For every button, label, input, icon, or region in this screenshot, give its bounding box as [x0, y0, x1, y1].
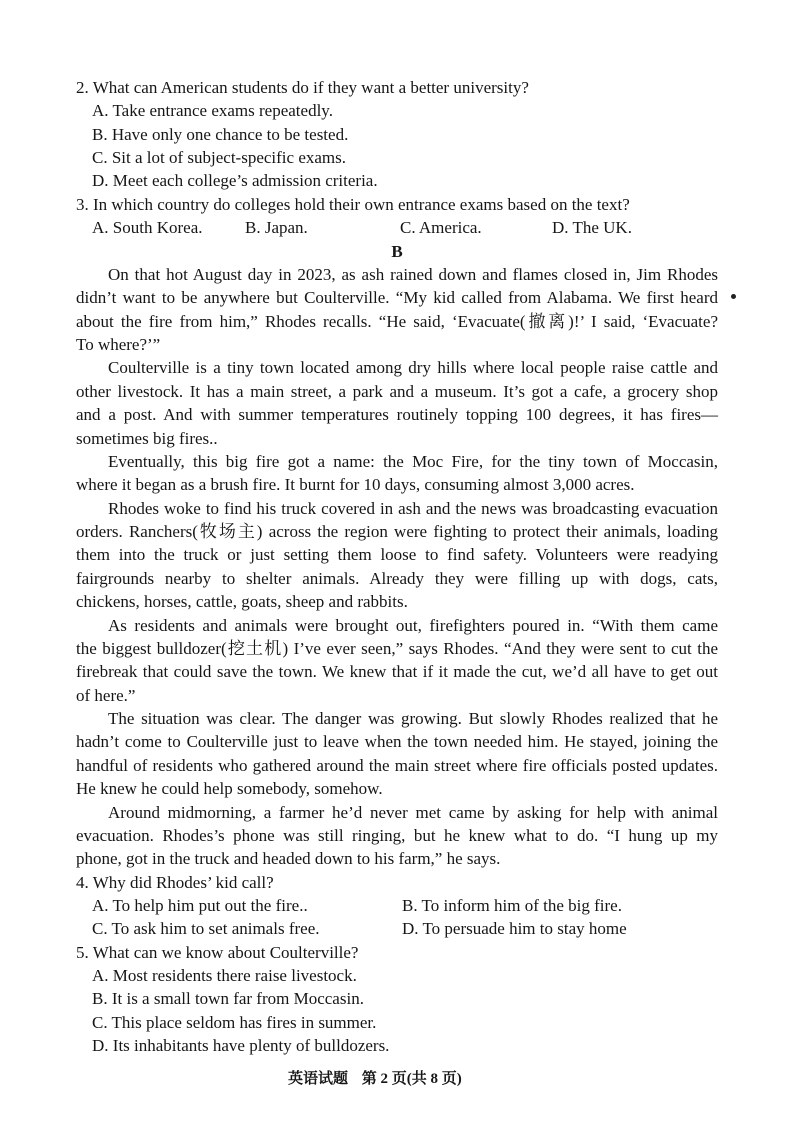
passage-heading: B — [391, 241, 403, 261]
option-a: A. Take entrance exams repeatedly. — [92, 101, 333, 121]
paragraph-line: He knew he could help somebody, somehow. — [76, 779, 383, 799]
paragraph-line: orders. Ranchers(牧场主) across the region were fighting to protect their animals, loading — [76, 522, 718, 541]
margin-dot — [731, 294, 736, 299]
paragraph-line: Around midmorning, a farmer he’d never met came by asking for help with animal — [108, 802, 718, 822]
option-b: B. It is a small town far from Moccasin. — [92, 989, 364, 1009]
page-content — [76, 76, 718, 1058]
paragraph-line: evacuation. Rhodes’s phone was still ringing, but he knew what to do. “I hung up my — [76, 825, 718, 845]
paragraph — [76, 801, 718, 871]
paragraph — [76, 356, 718, 450]
page-footer — [288, 1067, 462, 1088]
paragraph-line: sometimes big fires.. — [76, 428, 218, 448]
paragraph-line: fairgrounds nearby to shelter animals. Already they were filling up with dogs, cats, — [76, 568, 718, 588]
paragraph — [76, 707, 718, 801]
paragraph-line: other livestock. It has a main street, a park and a museum. It’s got a cafe, a grocery shop — [76, 381, 718, 401]
paragraph — [76, 614, 718, 708]
question-stem: 2. What can American students do if they want a better university? — [76, 78, 529, 97]
question-stem: 5. What can we know about Coulterville? — [76, 942, 359, 962]
option-c: C. This place seldom has fires in summer. — [92, 1012, 377, 1032]
option-a: A. South Korea. — [92, 218, 203, 238]
option-d: D. Meet each college’s admission criteria. — [92, 171, 378, 191]
footer-subject: 英语试题 — [288, 1071, 349, 1087]
option-c: C. Sit a lot of subject-specific exams. — [92, 148, 346, 168]
paragraph-line: Rhodes woke to find his truck covered in ash and the news was broadcasting evacuation — [108, 498, 718, 518]
options-row — [76, 894, 718, 917]
paragraph-line: the biggest bulldozer(挖土机) I’ve ever seen,” says Rhodes. “And they were sent to cut the — [76, 638, 718, 658]
paragraph-line: of here.” — [76, 685, 136, 705]
options-row — [76, 216, 718, 239]
question-stem: 4. Why did Rhodes’ kid call? — [76, 872, 274, 892]
option-b: B. Japan. — [245, 218, 308, 238]
paragraph-line: them into the truck or just setting them loose to find safety. Volunteers were readying — [76, 545, 718, 565]
paragraph — [76, 263, 718, 357]
paragraph-line: firebreak that could save the town. We knew that if it made the cut, we’d all have to get out — [76, 662, 718, 682]
option-d: D. The UK. — [552, 218, 632, 238]
paragraph-line: Eventually, this big fire got a name: the Moc Fire, for the tiny town of Moccasin, — [108, 451, 718, 471]
option-d: D. To persuade him to stay home — [402, 919, 627, 939]
paragraph-line: phone, got in the truck and headed down to his farm,” he says. — [76, 849, 501, 869]
paragraph-line: where it began as a brush fire. It burnt for 10 days, consuming almost 3,000 acres. — [76, 475, 635, 495]
paragraph — [76, 497, 718, 614]
paragraph-line: chickens, horses, cattle, goats, sheep and rabbits. — [76, 592, 408, 612]
paragraph-line: about the fire from him,” Rhodes recalls. “He said, ‘Evacuate(撤离)!’ I said, ‘Evacuate? — [76, 311, 718, 331]
paragraph-line: handful of residents who gathered around the main street where fire officials posted updates. — [76, 755, 718, 775]
paragraph-line: hadn’t come to Coulterville just to leave when the town needed him. He stayed, joining the — [76, 732, 718, 752]
paragraph-line: On that hot August day in 2023, as ash rained down and flames closed in, Jim Rhodes — [108, 264, 718, 284]
paragraph-line: didn’t want to be anywhere but Coulterville. “My kid called from Alabama. We first heard — [76, 288, 718, 308]
option-b: B. To inform him of the big fire. — [402, 895, 622, 915]
paragraph-line: The situation was clear. The danger was growing. But slowly Rhodes realized that he — [108, 709, 718, 728]
paragraph-line: As residents and animals were brought out, firefighters poured in. “With them came — [108, 615, 718, 635]
option-c: C. America. — [400, 218, 482, 238]
options-row — [76, 917, 718, 940]
option-d: D. Its inhabitants have plenty of bulldozers. — [92, 1036, 390, 1056]
paragraph-line: To where?’” — [76, 335, 161, 354]
option-a: A. Most residents there raise livestock. — [92, 966, 357, 986]
paragraph — [76, 450, 718, 497]
question-stem: 3. In which country do colleges hold their own entrance exams based on the text? — [76, 194, 630, 214]
paragraph-line: Coulterville is a tiny town located among dry hills where local people raise cattle and — [108, 358, 718, 378]
option-a: A. To help him put out the fire.. — [92, 895, 308, 915]
option-c: C. To ask him to set animals free. — [92, 919, 320, 939]
option-b: B. Have only one chance to be tested. — [92, 124, 349, 144]
footer-page-number: 第 2 页(共 8 页) — [361, 1071, 462, 1087]
paragraph-line: and a post. And with summer temperatures routinely topping 100 degrees, it has fires— — [76, 405, 718, 425]
